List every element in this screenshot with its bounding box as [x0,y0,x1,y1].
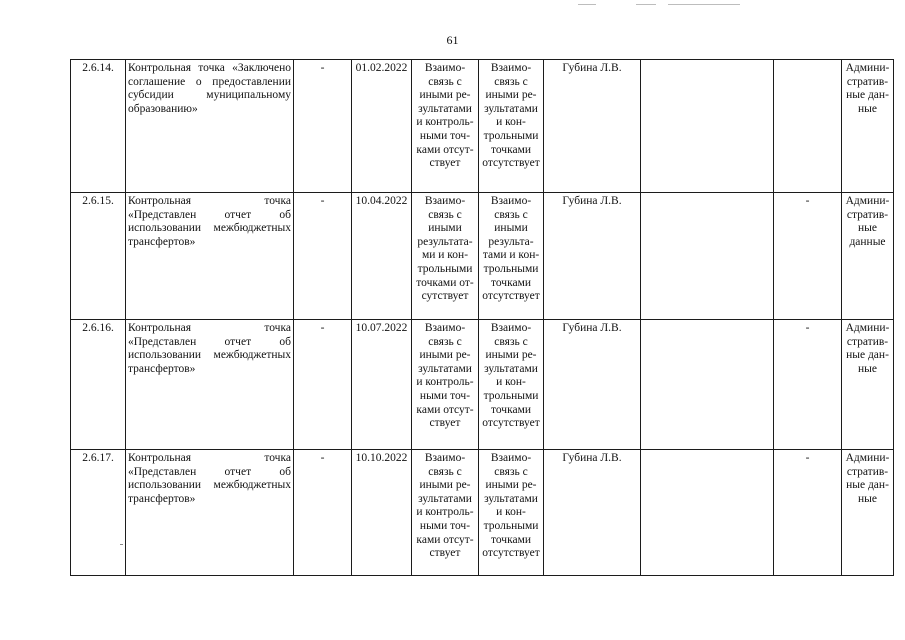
dash-cell-text: - [320,322,325,334]
table-row [71,193,894,320]
row-number-text: 2.6.15. [82,195,114,207]
data-source-cell [842,193,894,320]
scan-mark-line [636,4,656,5]
deadline-date [352,193,412,320]
row-number [71,193,126,320]
data-source-cell [842,450,894,576]
dash-cell-text: - [320,195,325,207]
empty-cell [641,60,774,193]
scan-mark-line [578,4,596,5]
dash-cell-text: - [320,452,325,464]
responsible-person-text: Губина Л.В. [562,62,622,74]
control-point-name-text: Контрольная точка «Представлен отчет об использовании межбюджетных трансфертов» [128,452,291,505]
deadline-date [352,450,412,576]
table-row [71,60,894,193]
row-number-text: 2.6.16. [82,322,114,334]
control-point-name [126,450,294,576]
relation-results-cell-text: Взаимо- связь с иными ре- зультатами и контроль- ными точ- ками отсут- ствует [416,452,474,560]
control-point-name-text: Контрольная точка «Заключено соглашение о предоставлении субсидии муниципальному образованию» [128,62,291,115]
relation-points-cell-text: Взаимо- связь с иными ре- зультатами и кон- трольными точками отсутствует [482,62,540,170]
table-row [71,450,894,576]
data-source-cell-text: Админи- стратив- ные дан- ные [845,322,890,375]
data-source-cell-text: Админи- стратив- ные данные [845,195,890,248]
empty-cell [641,320,774,450]
row-number [71,60,126,193]
relation-results-cell-text: Взаимо- связь с иными ре- зультатами и контроль- ными точ- ками отсут- ствует [416,322,474,430]
dash-cell-text: - [805,195,810,207]
relation-results-cell-text: Взаимо- связь с иными ре- зультатами и контроль- ными точ- ками отсут- ствует [416,62,474,170]
relation-points-cell [479,320,544,450]
empty-cell [641,450,774,576]
relation-points-cell [479,450,544,576]
relation-results-cell [412,450,479,576]
table-row [71,320,894,450]
dash-cell [774,320,842,450]
relation-results-cell [412,193,479,320]
data-source-cell [842,320,894,450]
relation-points-cell [479,60,544,193]
relation-results-cell [412,320,479,450]
data-source-cell-text: Админи- стратив- ные дан- ные [845,62,890,115]
control-points-table [70,59,894,576]
deadline-date [352,60,412,193]
relation-points-cell-text: Взаимо- связь с иными ре- зультатами и кон- трольными точками отсутствует [482,322,540,430]
responsible-person-text: Губина Л.В. [562,195,622,207]
data-source-cell-text: Админи- стратив- ные дан- ные [845,452,890,505]
page-number: 61 [446,33,459,47]
dash-cell-text: - [320,62,325,74]
relation-results-cell [412,60,479,193]
row-number-text: 2.6.17. [82,452,114,464]
control-point-name [126,193,294,320]
responsible-person [544,450,641,576]
deadline-date [352,320,412,450]
control-point-name-text: Контрольная точка «Представлен отчет об использовании межбюджетных трансфертов» [128,322,291,375]
dash-cell-text: - [805,452,810,464]
dash-cell [294,450,352,576]
dash-cell [294,320,352,450]
empty-cell [641,193,774,320]
relation-results-cell-text: Взаимо- связь с иными результата- ми и кон- трольными точками от- сутствует [416,195,474,303]
deadline-date-text: 10.10.2022 [355,452,408,464]
deadline-date-text: 01.02.2022 [355,62,408,74]
responsible-person-text: Губина Л.В. [562,452,622,464]
dash-cell [294,60,352,193]
deadline-date-text: 10.04.2022 [355,195,408,207]
dash-cell-text: - [805,322,810,334]
relation-points-cell [479,193,544,320]
control-point-name-text: Контрольная точка «Представлен отчет об использовании межбюджетных трансфертов» [128,195,291,248]
scan-mark-line [668,4,740,5]
responsible-person [544,320,641,450]
dash-cell [294,193,352,320]
relation-points-cell-text: Взаимо- связь с иными ре- зультатами и кон- трольными точками отсутствует [482,452,540,560]
row-number [71,320,126,450]
responsible-person-text: Губина Л.В. [562,322,622,334]
scan-artifact [120,544,123,545]
responsible-person [544,193,641,320]
responsible-person [544,60,641,193]
deadline-date-text: 10.07.2022 [355,322,408,334]
row-number [71,450,126,576]
data-source-cell [842,60,894,193]
dash-cell [774,450,842,576]
relation-points-cell-text: Взаимо- связь с иными результа- тами и кон- трольными точками отсутствует [482,195,540,303]
control-point-name [126,60,294,193]
control-point-name [126,320,294,450]
dash-cell [774,193,842,320]
row-number-text: 2.6.14. [82,62,114,74]
dash-cell [774,60,842,193]
